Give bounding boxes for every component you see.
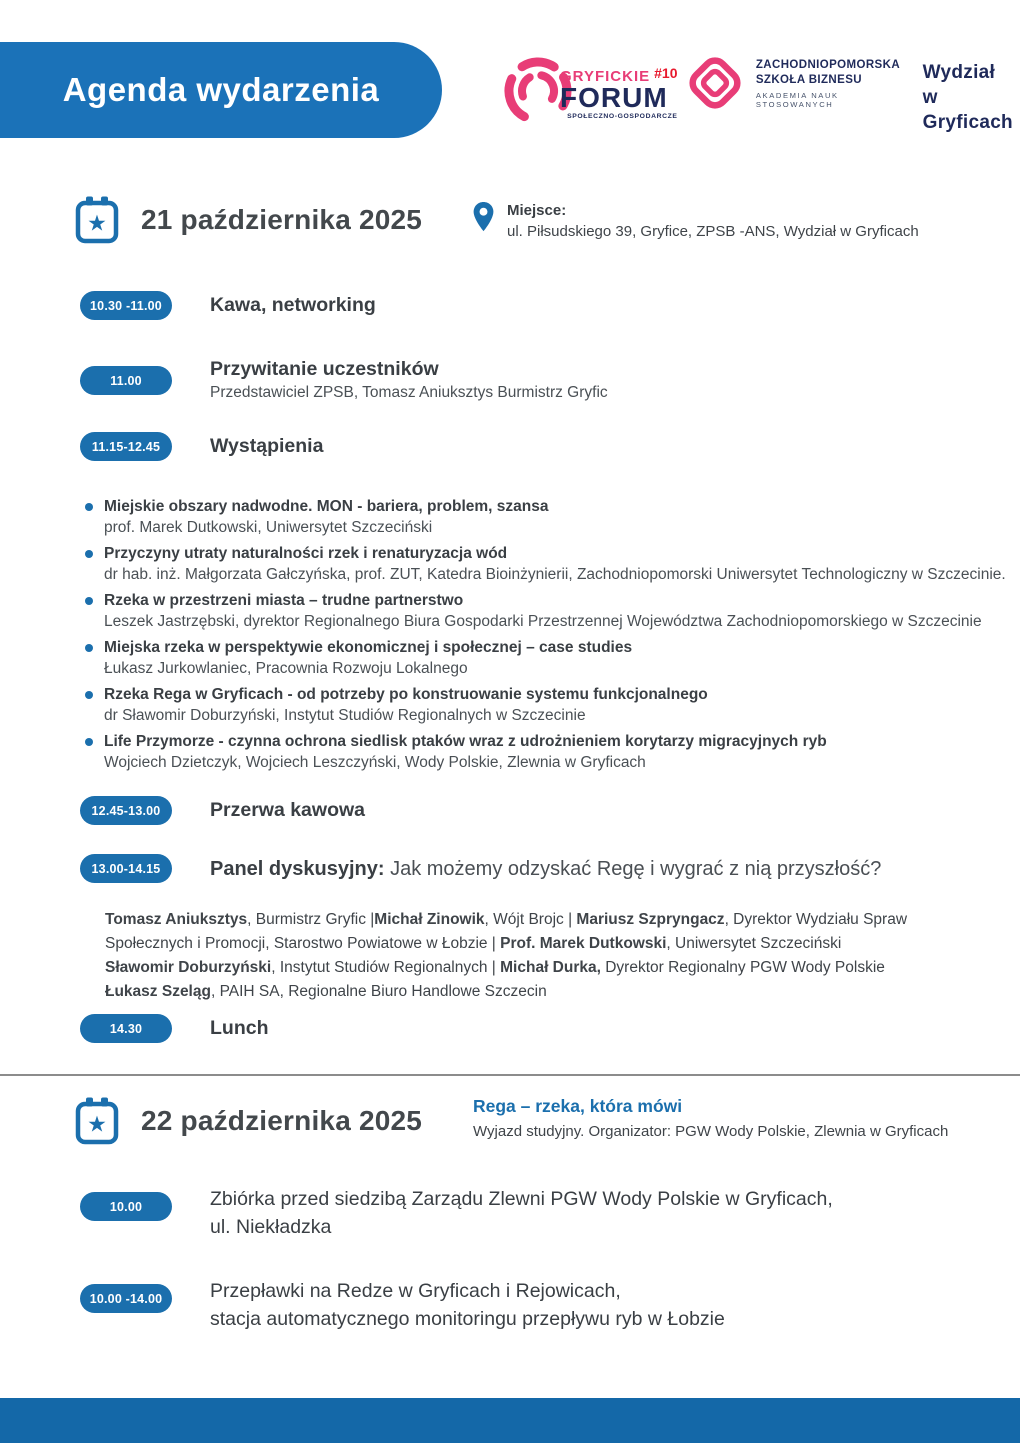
talk-title: Przyczyny utraty naturalności rzek i renaturyzacja wód (104, 545, 508, 562)
location-pin-icon (472, 201, 495, 233)
place-block (472, 201, 919, 243)
section-divider (0, 1074, 1020, 1076)
panel-participants: Tomasz Aniuksztys, Burmistrz Gryfic |Michał Zinowik, Wójt Brojc | Mariusz Szpryngacz, Dyrektor Wydziału Spraw Społecznych i Promocji, Starostwo Powiatowe w Łobzie | Prof. Marek Dutkowski, Uniwersytet Szczeciński Sławomir Doburzyński, Instytut Studiów Regionalnych | Michał Durka, Dyrektor Regionalny PGW Wody Polskie Łukasz Szeląg, PAIH SA, Regionalne Biuro Handlowe Szczecin (105, 911, 908, 1000)
zpsb-line3: AKADEMIA NAUK STOSOWANYCH (755, 90, 839, 109)
forum-logo-line1: GRYFICKIE (560, 68, 651, 85)
event-title: Wystąpienia (210, 435, 324, 457)
header-banner (0, 42, 442, 138)
talk-title: Miejskie obszary nadwodne. MON - bariera, problem, szansa (104, 498, 549, 515)
time-pill: 10.00 (80, 1192, 172, 1221)
event-text-line1: Przepławki na Redze w Gryficach i Rejowicach, (210, 1280, 621, 1302)
bullet-dot-icon (85, 691, 93, 699)
time-pill: 12.45-13.00 (80, 796, 172, 825)
day2-info-title: Rega – rzeka, która mówi (473, 1096, 683, 1116)
place-value: ul. Piłsudskiego 39, Gryfice, ZPSB -ANS, Wydział w Gryficach (507, 223, 919, 240)
time-pill: 10.00 -14.00 (80, 1284, 172, 1313)
list-item (85, 637, 1010, 680)
event-text-line1: Zbiórka przed siedzibą Zarządu Zlewni PGW Wody Polskie w Gryficach, (210, 1188, 833, 1210)
day1-date-title: 21 października 2025 (141, 204, 423, 235)
event-przywitanie (80, 356, 608, 404)
footer-bar (0, 1398, 1020, 1443)
wydzial-line1: Wydział (922, 62, 996, 83)
bullet-dot-icon (85, 644, 93, 652)
svg-text:★: ★ (87, 210, 107, 236)
talk-title: Miejska rzeka w perspektywie ekonomicznej i społecznej – case studies (104, 639, 633, 656)
svg-text:★: ★ (87, 1111, 107, 1137)
day2-info-subtitle: Wyjazd studyjny. Organizator: PGW Wody Polskie, Zlewnia w Gryficach (473, 1123, 949, 1140)
bullet-dot-icon (85, 738, 93, 746)
event-lunch (80, 1014, 269, 1043)
zpsb-logo (682, 50, 913, 116)
event-text-line2: stacja automatycznego monitoringu przepływu ryb w Łobzie (210, 1308, 725, 1330)
zpsb-logo-text (756, 58, 913, 109)
talk-title: Life Przymorze - czynna ochrona siedlisk ptaków wraz z udrożnieniem korytarzy migracyjnych ryb (104, 733, 827, 750)
event-wystapienia (80, 432, 323, 461)
talk-speaker: Leszek Jastrzębski, dyrektor Regionalnego Biura Gospodarki Przestrzennej Województwa Zachodniopomorskiego w Szczecinie (104, 613, 982, 630)
page-title: Agenda wydarzenia (62, 71, 380, 108)
event-title: Przerwa kawowa (210, 799, 365, 821)
time-pill: 13.00-14.15 (80, 854, 172, 883)
calendar-icon (75, 195, 119, 245)
event-kawa (80, 291, 376, 320)
list-item (85, 590, 1010, 633)
event-przerwa-kawowa (80, 796, 365, 825)
event-title: Przywitanie uczestników (210, 358, 439, 380)
zpsb-line2: SZKOŁA BIZNESU (755, 73, 862, 86)
event-title: Lunch (210, 1017, 269, 1039)
time-pill: 11.00 (80, 366, 172, 395)
event-panel (80, 854, 881, 884)
list-item (85, 543, 1010, 586)
time-pill: 11.15-12.45 (80, 432, 172, 461)
panel-title (210, 854, 881, 884)
bullet-dot-icon (85, 503, 93, 511)
event-przeplawki (80, 1277, 725, 1333)
logo-row (500, 50, 1020, 135)
event-text-line2: ul. Niekładzka (210, 1216, 332, 1238)
event-title: Kawa, networking (210, 294, 376, 316)
gryfickie-forum-logo (500, 50, 678, 130)
panel-title-bold: Panel dyskusyjny: (210, 858, 385, 880)
place-label: Miejsce: (507, 202, 567, 219)
day2-date-title: 22 października 2025 (141, 1105, 423, 1136)
day2-info (473, 1094, 948, 1143)
zpsb-line1: ZACHODNIOPOMORSKA (755, 58, 901, 71)
list-item (85, 496, 1010, 539)
forum-logo-line2: FORUM (560, 82, 668, 113)
event-subtitle: Przedstawiciel ZPSB, Tomasz Aniuksztys Burmistrz Gryfic (210, 384, 608, 401)
wydzial-line2: w Gryficach (922, 87, 1013, 133)
talk-speaker: Łukasz Jurkowlaniec, Pracownia Rozwoju Lokalnego (104, 660, 468, 677)
forum-logo-text (560, 65, 678, 120)
time-pill: 14.30 (80, 1014, 172, 1043)
calendar-icon (75, 1096, 119, 1146)
time-pill: 10.30 -11.00 (80, 291, 172, 320)
zpsb-diamond-icon (682, 50, 748, 116)
talk-speaker: dr hab. inż. Małgorzata Gałczyńska, prof. ZUT, Katedra Bioinżynierii, Zachodniopomorski Uniwersytet Technologiczny w Szczecinie. (104, 566, 1006, 583)
day2-date-row (75, 1096, 422, 1146)
forum-logo-badge: #10 (654, 65, 678, 81)
talk-title: Rzeka w przestrzeni miasta – trudne partnerstwo (104, 592, 464, 609)
bullet-dot-icon (85, 550, 93, 558)
event-zbiorka (80, 1185, 833, 1241)
talk-speaker: prof. Marek Dutkowski, Uniwersytet Szczeciński (104, 519, 433, 536)
forum-logo-tagline: SPOŁECZNO-GOSPODARCZE (567, 113, 678, 120)
bullet-dot-icon (85, 597, 93, 605)
panel-title-rest: Jak możemy odzyskać Regę i wygrać z nią przyszłość? (384, 858, 882, 880)
list-item (85, 684, 1010, 727)
talk-title: Rzeka Rega w Gryficach - od potrzeby po konstruowanie systemu funkcjonalnego (104, 686, 708, 703)
wydzial-logo (923, 60, 1020, 135)
talk-speaker: Wojciech Dzietczyk, Wojciech Leszczyński, Wody Polskie, Zlewnia w Gryficach (104, 754, 646, 771)
talk-speaker: dr Sławomir Doburzyński, Instytut Studiów Regionalnych w Szczecinie (104, 707, 586, 724)
talks-list (85, 496, 1010, 778)
list-item (85, 731, 1010, 774)
day1-date-row (75, 195, 422, 245)
